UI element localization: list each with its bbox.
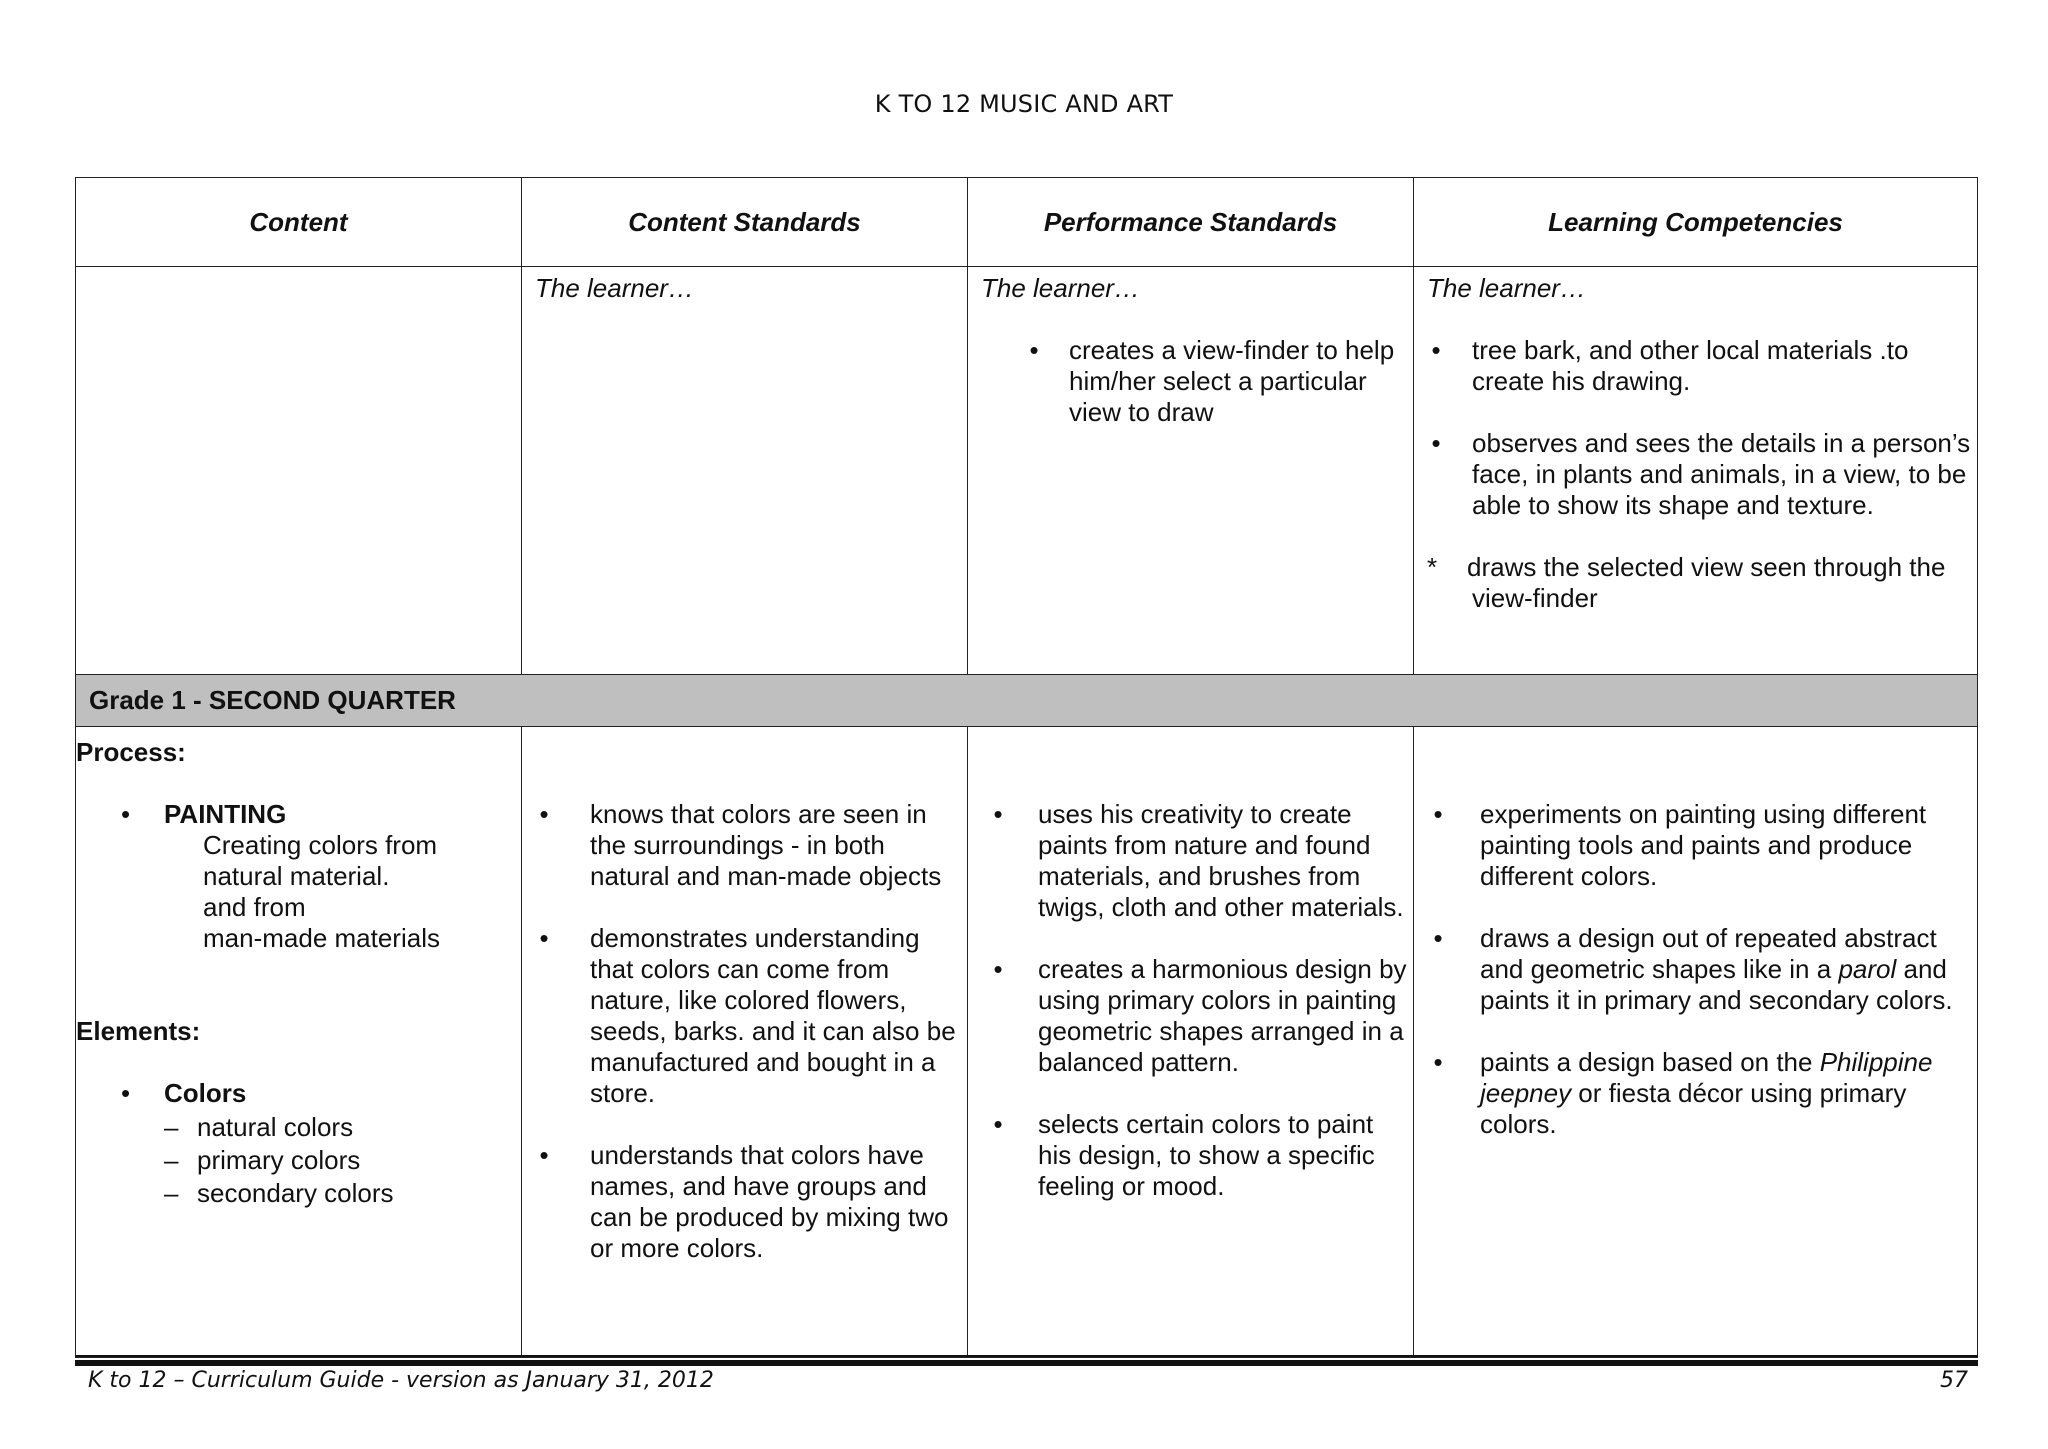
painting-item (76, 799, 521, 954)
page-header: K TO 12 MUSIC AND ART (874, 90, 1174, 118)
performance-list (968, 799, 1413, 1202)
column-header-content: Content (76, 178, 522, 267)
list-item-text: uses his creativity to create paints from nature and found materials, and brushes from twigs, cloth and other materials. (1038, 799, 1404, 922)
list-item-text: knows that colors are seen in the surroundings - in both natural and man-made objects (590, 799, 942, 891)
list-item (164, 1144, 521, 1177)
list-item (1433, 1047, 1977, 1140)
list-item (164, 1177, 521, 1210)
elements-title: Elements: (76, 1016, 201, 1046)
page-number: 57 (1940, 1368, 1968, 1393)
table-row (76, 727, 1978, 1358)
grade-banner: Grade 1 - SECOND QUARTER (76, 675, 1978, 727)
bullet-icon: • (1431, 335, 1441, 365)
footer-divider-thick (75, 1360, 1978, 1366)
cell-learning-competencies (1414, 727, 1978, 1358)
column-header-content-standards: Content Standards (522, 178, 968, 267)
painting-name: PAINTING (164, 799, 287, 829)
list-item-text: and paints it in primary and secondary colors. (1480, 954, 1953, 1015)
list-item (993, 799, 1413, 923)
list-item-text: creates a harmonious design by using primary colors in painting geometric shapes arranged in a balanced pattern. (1038, 954, 1407, 1077)
table-header-row (76, 178, 1978, 267)
bullet-icon: • (1029, 335, 1039, 365)
bullet-icon: • (539, 1140, 549, 1170)
description-line: and from (203, 892, 306, 922)
competency-list (1414, 799, 1977, 1140)
list-item (1433, 923, 1977, 1016)
list-item (539, 1140, 967, 1264)
list-item (164, 1111, 521, 1144)
list-item-text: natural colors (197, 1112, 354, 1142)
description-line: man-made materials (203, 923, 440, 953)
list-item-text: or fiesta décor using primary colors. (1480, 1078, 1907, 1139)
bullet-icon: • (121, 799, 131, 829)
emphasis-text: Philippine jeepney (1480, 1047, 1933, 1108)
list-item-text: tree bark, and other local materials .to create his drawing. (1472, 335, 1909, 396)
dash-icon: – (164, 1112, 179, 1142)
column-header-learning-competencies: Learning Competencies (1414, 178, 1978, 267)
bullet-icon: • (993, 954, 1003, 984)
list-item (539, 799, 967, 892)
learner-intro: The learner… (1427, 273, 1586, 303)
bullet-icon: • (121, 1078, 131, 1108)
list-item (993, 1109, 1413, 1202)
list-item (993, 954, 1413, 1078)
list-item-text: experiments on painting using different painting tools and paints and produce different colors. (1480, 799, 1927, 891)
list-item (1029, 335, 1413, 428)
curriculum-table (75, 177, 1978, 1358)
star-item-text: draws the selected view seen through the (1467, 552, 1946, 582)
cell-content-standards (522, 267, 968, 675)
colors-item (76, 1078, 521, 1210)
colors-name: Colors (164, 1078, 247, 1108)
cell-learning-competencies (1414, 267, 1978, 675)
description-line: Creating colors from (203, 830, 438, 860)
dash-icon: – (164, 1178, 179, 1208)
list-item-text: paints a design based on the (1480, 1047, 1820, 1077)
learner-intro: The learner… (535, 273, 694, 303)
list-item-text: secondary colors (197, 1178, 394, 1208)
bullet-icon: • (539, 799, 549, 829)
table-row (76, 267, 1978, 675)
list-item (1431, 428, 1977, 521)
list-item (1433, 799, 1977, 892)
cell-content (76, 727, 522, 1358)
grade-banner-row (76, 675, 1978, 727)
list-item-text: selects certain colors to paint his design, to show a specific feeling or mood. (1038, 1109, 1375, 1201)
list-item-text: creates a view-finder to help him/her select a particular view to draw (1069, 335, 1395, 427)
column-header-performance-standards: Performance Standards (968, 178, 1414, 267)
asterisk-icon: * (1427, 552, 1438, 582)
emphasis-text: parol (1838, 954, 1897, 984)
cell-performance-standards (968, 727, 1414, 1358)
bullet-icon: • (1433, 1047, 1443, 1077)
list-item-text: demonstrates understanding that colors can come from nature, like colored flowers, seeds, barks. and it can also be manufactured and bought in a store. (590, 923, 956, 1108)
star-item-text-continued: view-finder (1472, 583, 1598, 613)
star-list-item (1414, 552, 1977, 614)
list-item-text: understands that colors have names, and have groups and can be produced by mixing two or more colors. (590, 1140, 949, 1263)
list-item-text: observes and sees the details in a person’s face, in plants and animals, in a view, to be able to show its shape and texture. (1472, 428, 1971, 520)
process-title: Process: (76, 737, 186, 767)
footer-version: K to 12 – Curriculum Guide - version as January 31, 2012 (88, 1368, 714, 1393)
bullet-icon: • (539, 923, 549, 953)
dash-icon: – (164, 1145, 179, 1175)
bullet-icon: • (1433, 799, 1443, 829)
bullet-icon: • (993, 1109, 1003, 1139)
list-item (1431, 335, 1977, 397)
cell-content-standards (522, 727, 968, 1358)
list-item-text: draws a design out of repeated abstract and geometric shapes like in a (1480, 923, 1937, 984)
bullet-icon: • (1433, 923, 1443, 953)
performance-list (968, 335, 1413, 428)
cell-performance-standards (968, 267, 1414, 675)
cell-content-empty (76, 267, 522, 675)
description-line: natural material. (203, 861, 390, 891)
list-item (539, 923, 967, 1109)
list-item-text: primary colors (197, 1145, 361, 1175)
learner-intro: The learner… (981, 273, 1140, 303)
bullet-icon: • (993, 799, 1003, 829)
competency-list (1414, 335, 1977, 521)
content-standards-list (522, 799, 967, 1264)
bullet-icon: • (1431, 428, 1441, 458)
footer-divider (75, 1355, 1978, 1357)
painting-description (164, 830, 521, 954)
color-types-list (164, 1111, 521, 1210)
